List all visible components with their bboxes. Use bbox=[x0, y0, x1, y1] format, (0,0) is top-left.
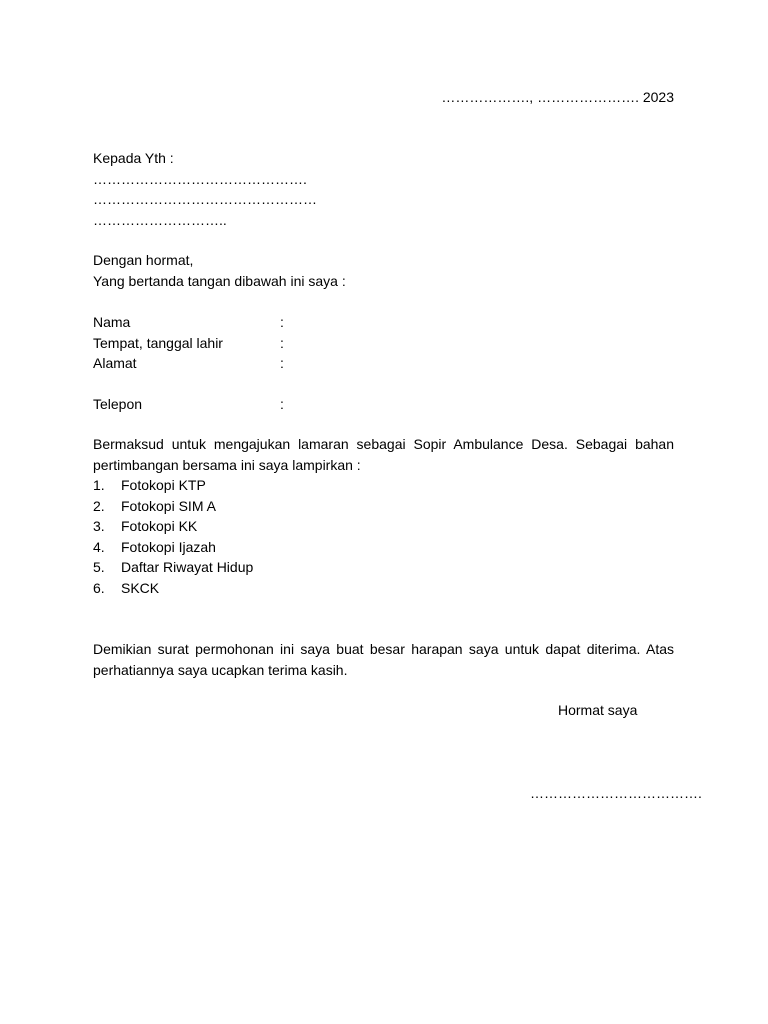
attachment-number: 3. bbox=[93, 518, 105, 534]
attachment-item bbox=[93, 475, 253, 496]
field-label: Tempat, tanggal lahir bbox=[93, 334, 223, 351]
intro-line: Yang bertanda tangan dibawah ini saya : bbox=[93, 272, 346, 289]
attachment-item bbox=[93, 557, 253, 578]
field-colon: : bbox=[280, 396, 284, 412]
recipient-heading: Kepada Yth : bbox=[93, 150, 174, 166]
field-row-tempat-tanggal-lahir bbox=[93, 333, 284, 354]
attachment-text: Daftar Riwayat Hidup bbox=[121, 559, 254, 575]
attachment-number: 5. bbox=[93, 559, 105, 575]
field-label: Alamat bbox=[93, 355, 137, 371]
attachment-number: 1. bbox=[93, 477, 105, 493]
field-row-nama bbox=[93, 312, 284, 333]
attachment-text: Fotokopi KK bbox=[121, 518, 198, 534]
field-label: Nama bbox=[93, 314, 131, 330]
attachment-item bbox=[93, 496, 253, 517]
greeting-block bbox=[93, 250, 346, 291]
closing-paragraph: Demikian surat permohonan ini saya buat besar harapan saya untuk dapat diterima. Atas perhatiannya saya ucapkan terima kasih. bbox=[93, 641, 674, 678]
field-colon: : bbox=[280, 314, 284, 330]
field-label: Telepon bbox=[93, 396, 143, 412]
recipient-line: ……………………….. bbox=[93, 211, 227, 228]
recipient-block bbox=[93, 148, 317, 230]
identity-fields bbox=[93, 312, 284, 415]
attachment-text: Fotokopi SIM A bbox=[121, 497, 216, 514]
attachment-item bbox=[93, 578, 253, 599]
attachment-item bbox=[93, 516, 253, 537]
date-line: ………………., …………………. 2023 bbox=[441, 89, 674, 105]
attachment-number: 6. bbox=[93, 579, 105, 596]
greeting: Dengan hormat, bbox=[93, 252, 194, 268]
attachment-text: Fotokopi Ijazah bbox=[121, 538, 216, 555]
field-row-alamat bbox=[93, 353, 284, 374]
attachment-list bbox=[93, 475, 253, 598]
attachment-item bbox=[93, 537, 253, 558]
purpose-paragraph: Bermaksud untuk mengajukan lamaran sebagai Sopir Ambulance Desa. Sebagai bahan pertimbangan bersama ini saya lampirkan : bbox=[93, 436, 674, 473]
recipient-line: ………………………………………… bbox=[93, 191, 317, 207]
field-row-telepon bbox=[93, 394, 284, 415]
attachment-text: SKCK bbox=[121, 579, 160, 596]
field-colon: : bbox=[280, 355, 284, 371]
field-colon: : bbox=[280, 334, 284, 351]
attachment-text: Fotokopi KTP bbox=[121, 477, 206, 493]
recipient-line: ………………………………………. bbox=[93, 170, 307, 187]
attachment-number: 4. bbox=[93, 538, 105, 555]
attachment-number: 2. bbox=[93, 497, 105, 514]
closing-salutation: Hormat saya bbox=[558, 702, 638, 718]
signature-line: ………………………………. bbox=[530, 785, 702, 801]
